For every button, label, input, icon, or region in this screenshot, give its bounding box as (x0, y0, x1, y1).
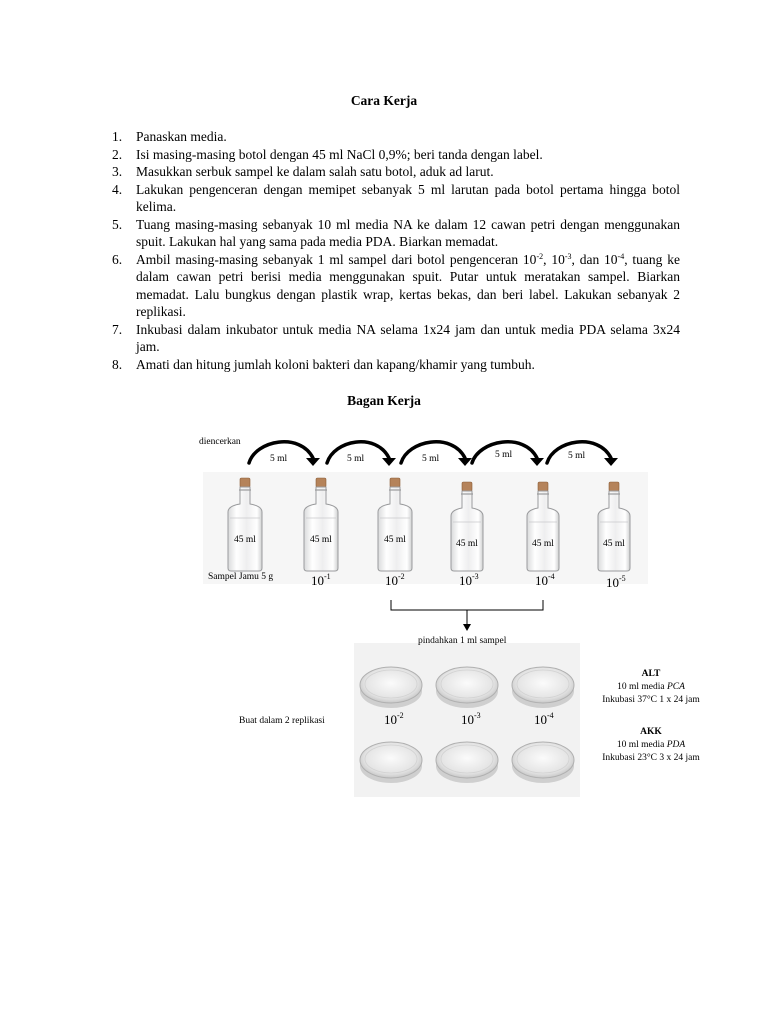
petri-dish-icon (512, 667, 574, 708)
step-text: Amati dan hitung jumlah koloni bakteri dan kapang/khamir yang tumbuh. (136, 356, 535, 372)
transfer-arrowhead (604, 458, 618, 466)
step-number: 5. (112, 216, 123, 232)
petri-dish-icon (436, 742, 498, 783)
akk-heading: AKK (640, 727, 662, 737)
dilution-label: $10^{-3}$ (459, 572, 479, 588)
bottle-photo-background (203, 472, 648, 584)
dilution-label: $10^{-4}$ (535, 572, 555, 588)
plate-dilution-label: $10^{-2}$ (384, 711, 404, 727)
transfer-volume-label: 5 ml (422, 454, 440, 464)
plate-dilution-label: $10^{-4}$ (534, 711, 554, 727)
replicate-note: Buat dalam 2 replikasi (239, 716, 325, 726)
alt-incubation: Inkubasi 37°C 1 x 24 jam (602, 695, 700, 705)
transfer-arrowhead (306, 458, 320, 466)
dilution-label: $10^{-5}$ (606, 574, 626, 590)
petri-dish-icon (436, 667, 498, 708)
step-number: 6. (112, 251, 123, 267)
transfer-down-arrowhead (463, 624, 471, 631)
step-number: 7. (112, 321, 123, 337)
selection-bracket (391, 600, 543, 610)
dilution-label: $10^{-2}$ (385, 572, 405, 588)
transfer-volume-label: 5 ml (270, 454, 288, 464)
transfer-volume-label: 5 ml (347, 454, 365, 464)
step-text: Inkubasi dalam inkubator untuk media NA selama 1x24 jam dan untuk media PDA selama 3x24 jam. (136, 321, 680, 354)
sample-label: Sampel Jamu 5 g (208, 572, 274, 582)
step-text: Ambil masing-masing sebanyak 1 ml sampel dari botol pengenceran $10^{-2}$, $10^{-3}$, dan $10^{-4}$, tuang ke dalam cawan petri berisi media menggunakan spuit. Putar untuk meratakan sampel. Biarkan memadat. Lalu bungkus dengan plastik wrap, kertas bekas, dan beri label. Lakukan sebanyak 2 replikasi. (136, 251, 681, 319)
akk-incubation: Inkubasi 23°C 3 x 24 jam (602, 753, 700, 763)
bottle-volume-label: 45 ml (532, 539, 554, 549)
bottle-volume-label: 45 ml (384, 535, 406, 545)
step-text: Masukkan serbuk sampel ke dalam salah satu botol, aduk ad larut. (136, 164, 494, 179)
petri-dish-icon (360, 667, 422, 708)
scheme-title: Bagan Kerja (347, 393, 421, 408)
step-text: Lakukan pengenceran dengan memipet sebanyak 5 ml larutan pada botol pertama hingga botol kelima. (136, 181, 680, 214)
dilute-label: diencerkan (199, 437, 241, 447)
akk-media: 10 ml media PDA (616, 740, 686, 750)
transfer-arrowhead (530, 458, 544, 466)
procedure-title: Cara Kerja (350, 93, 418, 108)
transfer-arrowhead (382, 458, 396, 466)
step-text: Panaskan media. (136, 129, 227, 144)
alt-media: 10 ml media PCA (617, 682, 685, 692)
bottle-volume-label: 45 ml (234, 535, 256, 545)
step-number: 8. (112, 356, 123, 372)
step-text: Isi masing-masing botol dengan 45 ml NaCl 0,9%; beri tanda dengan label. (136, 146, 543, 162)
bottle-volume-label: 45 ml (456, 539, 478, 549)
transfer-note: pindahkan 1 ml sampel (418, 636, 507, 646)
step-text: Tuang masing-masing sebanyak 10 ml media NA ke dalam 12 cawan petri dengan menggunakan spuit. Lakukan hal yang sama pada media PDA. Biarkan memadat. (136, 216, 680, 249)
step-number: 3. (112, 164, 123, 179)
bottle-volume-label: 45 ml (310, 535, 332, 545)
alt-legend (581, 668, 721, 707)
transfer-volume-label: 5 ml (568, 451, 586, 461)
transfer-volume-label: 5 ml (495, 450, 513, 460)
alt-heading: ALT (641, 669, 661, 679)
petri-dish-icon (360, 742, 422, 783)
petri-dish-icon (512, 742, 574, 783)
step-number: 2. (112, 146, 123, 162)
akk-legend (581, 726, 721, 765)
plate-dilution-label: $10^{-3}$ (461, 711, 481, 727)
bottle-volume-label: 45 ml (603, 539, 625, 549)
dilution-label: $10^{-1}$ (311, 572, 331, 588)
transfer-arrowhead (458, 458, 472, 466)
step-number: 4. (112, 181, 123, 197)
step-number: 1. (112, 129, 123, 144)
